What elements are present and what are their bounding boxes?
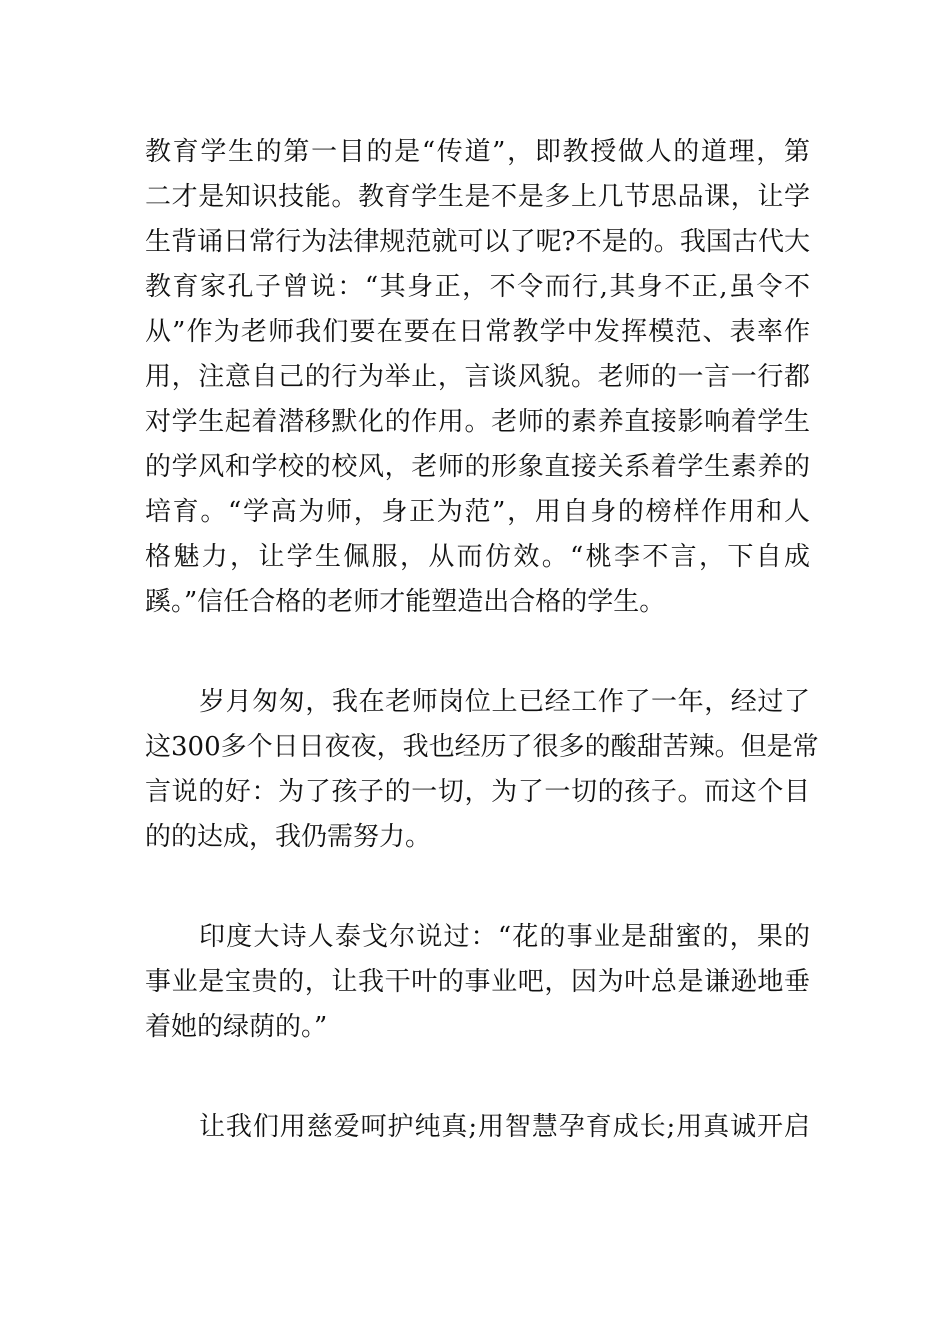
text-line: 培育。“学高为师，身正为范”，用自身的榜样作用和人 (145, 497, 810, 527)
text-line: 教育家孔子曾说：“其身正，不令而行,其身不正,虽令不 (145, 272, 810, 302)
text-line: 对学生起着潜移默化的作用。老师的素养直接影响着学生 (145, 407, 810, 437)
paragraph-teaching-purpose (145, 130, 810, 625)
paragraph-spacing (145, 860, 810, 915)
text-line: 岁月匆匆，我在老师岗位上已经工作了一年，经过了 (199, 687, 810, 717)
text-line: 印度大诗人泰戈尔说过：“花的事业是甜蜜的，果的 (199, 922, 810, 952)
document-body (145, 130, 819, 1150)
text-line: 教育学生的第一目的是“传道”，即教授做人的道理，第 (145, 137, 810, 167)
text-line: 让我们用慈爱呵护纯真;用智慧孕育成长;用真诚开启 (199, 1112, 810, 1142)
text-line: 的学风和学校的校风，老师的形象直接关系着学生素养的 (145, 452, 810, 482)
text-line: 着她的绿荫的。” (145, 1012, 328, 1042)
text-line: 言说的好：为了孩子的一切，为了一切的孩子。而这个目 (145, 777, 810, 807)
text-line: 格魅力，让学生佩服，从而仿效。“桃李不言，下自成 (145, 542, 810, 572)
text-line: 的的达成，我仍需努力。 (145, 822, 432, 852)
text-line: 这300多个日日夜夜，我也经历了很多的酸甜苦辣。但是常 (145, 732, 819, 762)
text-line: 用，注意自己的行为举止，言谈风貌。老师的一言一行都 (145, 362, 810, 392)
paragraph-closing (145, 1105, 810, 1150)
paragraph-tagore-quote (145, 915, 810, 1050)
paragraph-spacing (145, 1050, 810, 1105)
paragraph-spacing (145, 625, 810, 680)
text-line: 事业是宝贵的，让我干叶的事业吧，因为叶总是谦逊地垂 (145, 967, 810, 997)
paragraph-one-year-reflection (145, 680, 819, 860)
text-line: 二才是知识技能。教育学生是不是多上几节思品课，让学 (145, 182, 810, 212)
text-line: 生背诵日常行为法律规范就可以了呢?不是的。我国古代大 (145, 227, 810, 257)
text-line: 从”作为老师我们要在要在日常教学中发挥模范、表率作 (145, 317, 810, 347)
text-line: 蹊。”信任合格的老师才能塑造出合格的学生。 (145, 587, 666, 617)
